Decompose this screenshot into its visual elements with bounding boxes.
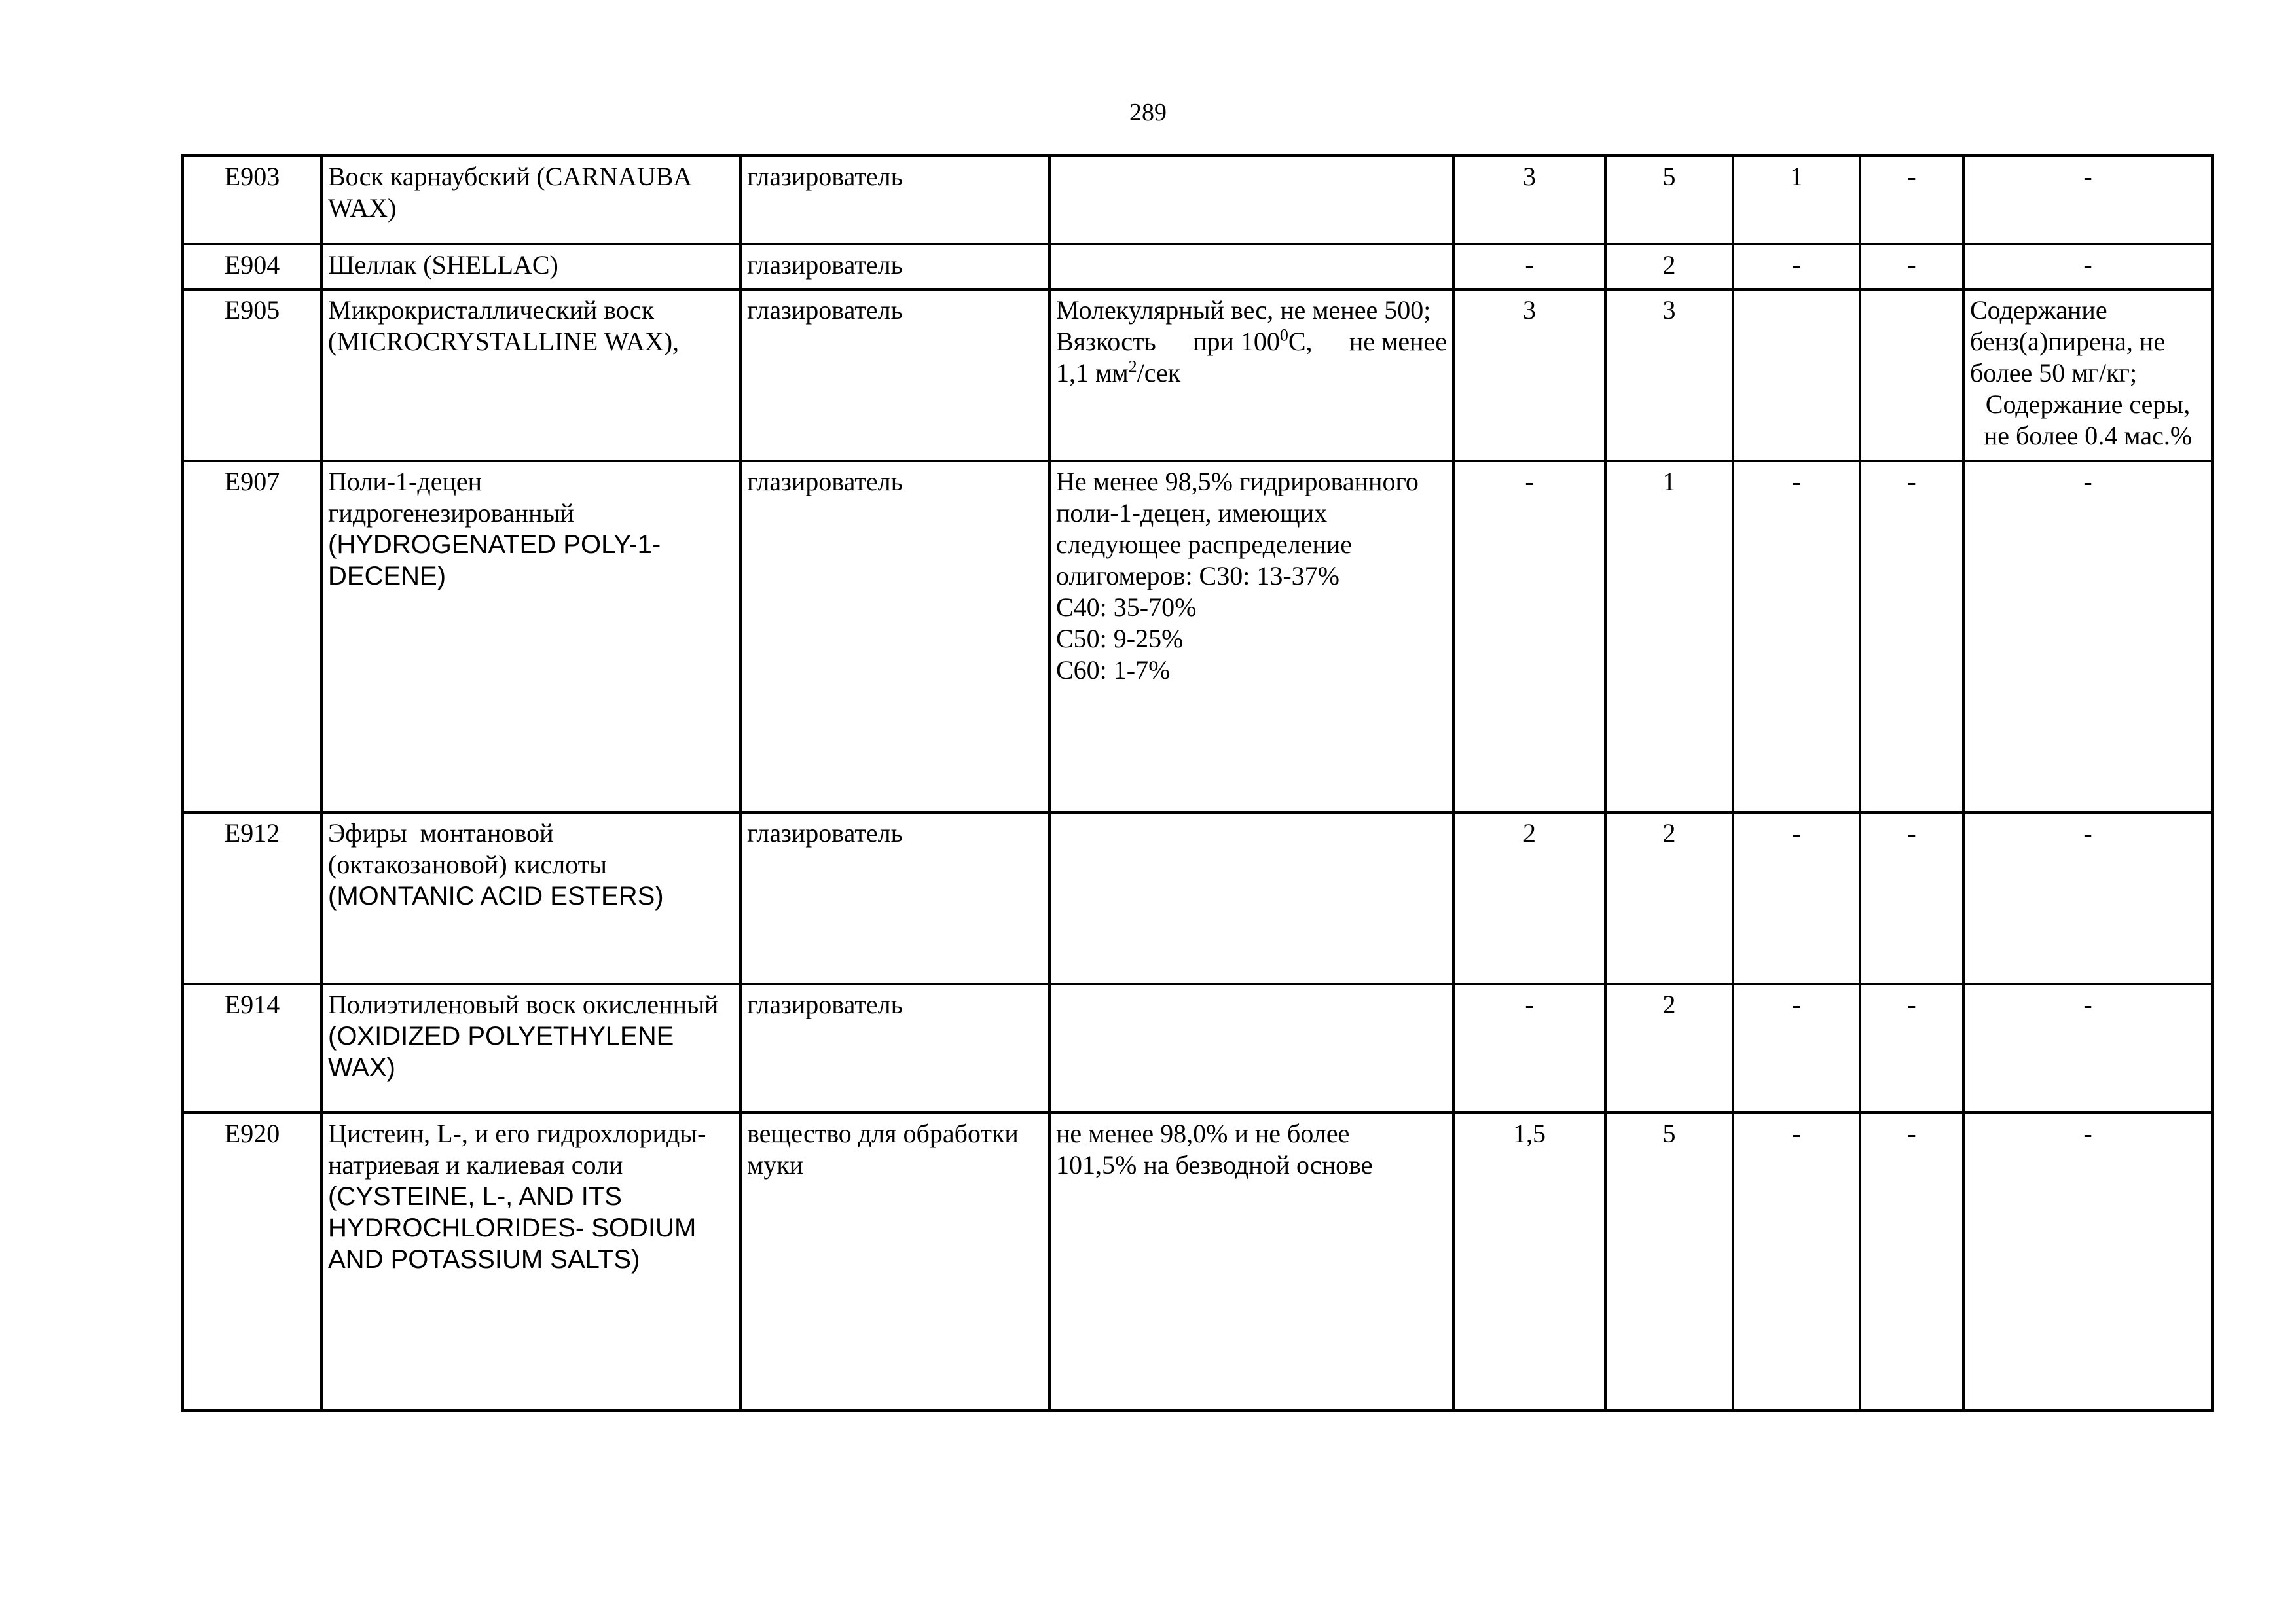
table-row [183,156,2212,244]
value-cell: - [1453,244,1605,289]
function-cell: глазирователь [740,461,1049,812]
value-cell: - [1860,461,1963,812]
code-cell: E912 [183,812,321,984]
function-cell: вещество для обработки муки [740,1113,1049,1411]
table-row [183,1113,2212,1411]
name-cell: Полиэтиленовый воск окисленный (OXIDIZED POLYETHYLENE WAX) [321,984,740,1113]
value-cell: - [1733,1113,1860,1411]
spec-cell: не менее 98,0% и не более 101,5% на безводной основе [1049,1113,1453,1411]
function-cell: глазирователь [740,244,1049,289]
value-cell: 1 [1605,461,1733,812]
code-cell: E903 [183,156,321,244]
value-cell: 2 [1605,244,1733,289]
function-cell: глазирователь [740,984,1049,1113]
value-cell: - [1860,812,1963,984]
table-row [183,984,2212,1113]
name-cell: Шеллак (SHELLAC) [321,244,740,289]
value-cell: - [1860,984,1963,1113]
notes-cell: - [1963,812,2212,984]
function-cell: глазирователь [740,289,1049,461]
value-cell: 2 [1453,812,1605,984]
value-cell: - [1733,984,1860,1113]
additives-table [181,154,2214,1412]
value-cell: 1,5 [1453,1113,1605,1411]
value-cell: - [1860,156,1963,244]
notes-cell: - [1963,156,2212,244]
value-cell: - [1453,984,1605,1113]
code-cell: E907 [183,461,321,812]
page-number: 289 [1129,99,1167,126]
value-cell: 3 [1605,289,1733,461]
value-cell: - [1733,812,1860,984]
spec-cell [1049,156,1453,244]
table-row [183,461,2212,812]
notes-cell: - [1963,984,2212,1113]
code-cell: E905 [183,289,321,461]
value-cell: 3 [1453,156,1605,244]
name-cell: Воск карнаубский (CARNAUBA WAX) [321,156,740,244]
value-cell: - [1453,461,1605,812]
name-cell: Эфиры монтановой (октакозановой) кислоты (MONTANIC ACID ESTERS) [321,812,740,984]
spec-cell: Молекулярный вес, не менее 500; Вязкость при $100^0С$, не менее 1,1 $мм^2$/сек [1049,289,1453,461]
notes-cell: - [1963,1113,2212,1411]
value-cell: 1 [1733,156,1860,244]
notes-cell: Содержание бенз(а)пирена, не более 50 мг/кг; Содержание серы, не более 0.4 мас.% [1963,289,2212,461]
function-cell: глазирователь [740,812,1049,984]
value-cell [1860,289,1963,461]
code-cell: E920 [183,1113,321,1411]
value-cell: 5 [1605,1113,1733,1411]
value-cell: - [1860,1113,1963,1411]
value-cell: 2 [1605,812,1733,984]
value-cell [1733,289,1860,461]
code-cell: E914 [183,984,321,1113]
table-row [183,289,2212,461]
value-cell: 3 [1453,289,1605,461]
value-cell: 5 [1605,156,1733,244]
value-cell: - [1860,244,1963,289]
code-cell: E904 [183,244,321,289]
spec-cell: Не менее 98,5% гидрированного поли-1-децен, имеющих следующее распределение олигомеров: С30: 13-37% С40: 35-70% С50: 9-25% С60: 1-7% [1049,461,1453,812]
name-cell: Цистеин, L-, и его гидрохлориды- натриевая и калиевая соли (CYSTEINE, L-, AND ITS HYDROCHLORIDES- SODIUM AND POTASSIUM SALTS) [321,1113,740,1411]
function-cell: глазирователь [740,156,1049,244]
table-row [183,812,2212,984]
value-cell: 2 [1605,984,1733,1113]
spec-cell [1049,812,1453,984]
notes-cell: - [1963,244,2212,289]
value-cell: - [1733,244,1860,289]
notes-cell: - [1963,461,2212,812]
value-cell: - [1733,461,1860,812]
spec-cell [1049,244,1453,289]
spec-cell [1049,984,1453,1113]
name-cell: Поли-1-децен гидрогенезированный (HYDROGENATED POLY-1- DECENE) [321,461,740,812]
table-row [183,244,2212,289]
name-cell: Микрокристаллический воск (MICROCRYSTALLINE WAX), [321,289,740,461]
